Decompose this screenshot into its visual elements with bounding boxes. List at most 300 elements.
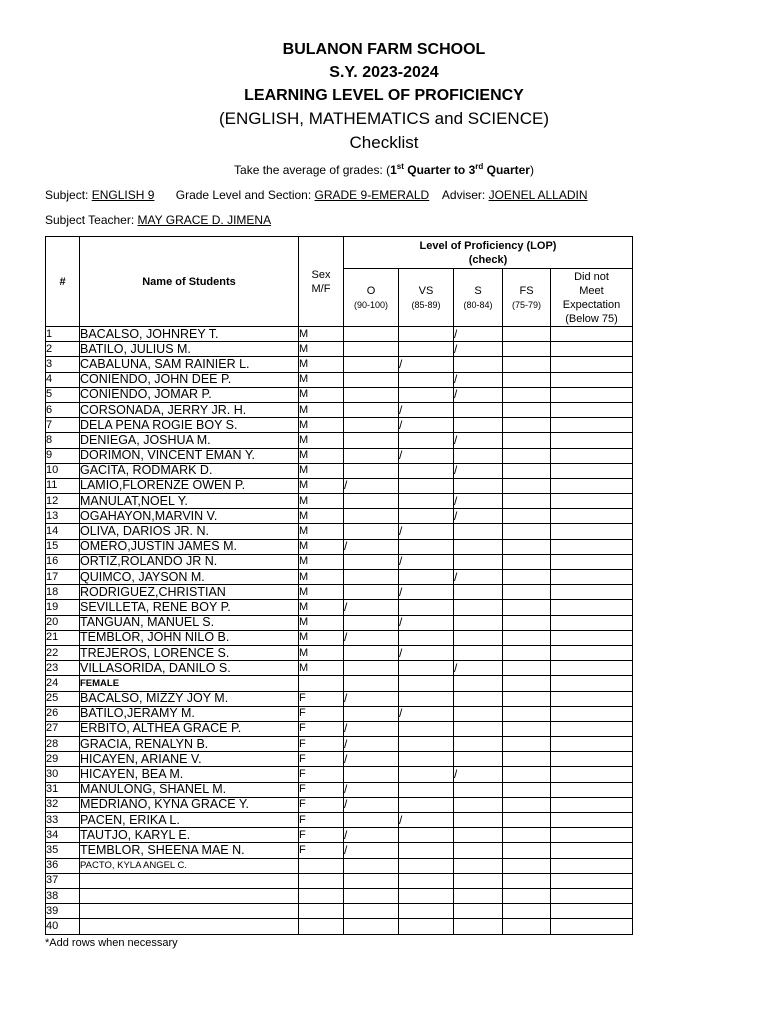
check-cell-dnm <box>551 539 633 554</box>
table-row <box>46 843 633 858</box>
row-number: 12 <box>46 494 80 509</box>
check-cell-s <box>454 888 503 903</box>
student-sex: F <box>299 782 344 797</box>
row-number: 11 <box>46 478 80 493</box>
student-name: OMERO,JUSTIN JAMES M. <box>80 539 299 554</box>
student-sex: M <box>299 630 344 645</box>
table-row <box>46 539 633 554</box>
check-cell-fs <box>503 327 551 342</box>
row-number: 33 <box>46 813 80 828</box>
check-cell-s <box>454 737 503 752</box>
table-row <box>46 828 633 843</box>
check-cell-dnm <box>551 630 633 645</box>
check-cell-fs <box>503 752 551 767</box>
table-row <box>46 767 633 782</box>
student-sex: F <box>299 828 344 843</box>
check-cell-vs <box>399 782 454 797</box>
table-row <box>46 494 633 509</box>
row-number: 7 <box>46 418 80 433</box>
table-row <box>46 615 633 630</box>
table-row <box>46 645 633 660</box>
student-name: GACITA, RODMARK D. <box>80 463 299 478</box>
student-sex: M <box>299 372 344 387</box>
row-number: 25 <box>46 691 80 706</box>
table-row <box>46 327 633 342</box>
student-sex <box>299 904 344 919</box>
check-cell-s: / <box>454 767 503 782</box>
check-cell-dnm <box>551 706 633 721</box>
check-cell-o <box>344 676 399 691</box>
row-number: 37 <box>46 873 80 888</box>
table-row <box>46 797 633 812</box>
adviser-label: Adviser: <box>441 188 486 202</box>
check-cell-s <box>454 873 503 888</box>
row-number: 32 <box>46 797 80 812</box>
table-row <box>46 478 633 493</box>
row-number: 6 <box>46 402 80 417</box>
col-header-level-s: S (80-84) <box>454 269 503 327</box>
grade-average-instruction <box>0 162 768 177</box>
student-name: MANULONG, SHANEL M. <box>80 782 299 797</box>
check-cell-fs <box>503 509 551 524</box>
row-number: 23 <box>46 661 80 676</box>
check-cell-s <box>454 645 503 660</box>
check-cell-vs <box>399 342 454 357</box>
check-cell-fs <box>503 342 551 357</box>
check-cell-vs <box>399 919 454 934</box>
check-cell-vs: / <box>399 615 454 630</box>
check-cell-dnm <box>551 600 633 615</box>
student-name: ERBITO, ALTHEA GRACE P. <box>80 721 299 736</box>
check-cell-dnm <box>551 888 633 903</box>
check-cell-o <box>344 448 399 463</box>
check-cell-fs <box>503 448 551 463</box>
adviser-value: JOENEL ALLADIN <box>488 188 588 202</box>
student-rows <box>46 327 633 935</box>
student-sex: F <box>299 813 344 828</box>
student-name: PACTO, KYLA ANGEL C. <box>80 858 299 873</box>
check-cell-vs <box>399 737 454 752</box>
check-cell-o: / <box>344 691 399 706</box>
check-cell-o <box>344 418 399 433</box>
row-number: 9 <box>46 448 80 463</box>
check-cell-dnm <box>551 509 633 524</box>
student-name: BATILO,JERAMY M. <box>80 706 299 721</box>
student-sex <box>299 919 344 934</box>
col-header-sex: Sex M/F <box>299 237 344 327</box>
row-number: 2 <box>46 342 80 357</box>
check-cell-s <box>454 752 503 767</box>
check-cell-dnm <box>551 767 633 782</box>
check-cell-dnm <box>551 721 633 736</box>
check-cell-s <box>454 402 503 417</box>
check-cell-vs <box>399 478 454 493</box>
row-number: 14 <box>46 524 80 539</box>
check-cell-s <box>454 418 503 433</box>
check-cell-s <box>454 585 503 600</box>
check-cell-o <box>344 463 399 478</box>
table-row <box>46 570 633 585</box>
check-cell-vs <box>399 539 454 554</box>
check-cell-fs <box>503 661 551 676</box>
check-cell-dnm <box>551 752 633 767</box>
check-cell-vs <box>399 767 454 782</box>
check-cell-vs: / <box>399 813 454 828</box>
check-cell-fs <box>503 721 551 736</box>
student-name: TANGUAN, MANUEL S. <box>80 615 299 630</box>
col-header-level-vs: VS (85-89) <box>399 269 454 327</box>
check-cell-dnm <box>551 615 633 630</box>
school-name: BULANON FARM SCHOOL <box>282 41 486 58</box>
check-cell-vs <box>399 828 454 843</box>
check-cell-o <box>344 858 399 873</box>
check-cell-o <box>344 327 399 342</box>
check-cell-o: / <box>344 752 399 767</box>
row-number: 1 <box>46 327 80 342</box>
check-cell-vs <box>399 387 454 402</box>
student-sex: M <box>299 494 344 509</box>
check-cell-fs <box>503 433 551 448</box>
table-row <box>46 661 633 676</box>
check-cell-fs <box>503 767 551 782</box>
student-name: MEDRIANO, KYNA GRACE Y. <box>80 797 299 812</box>
row-number: 8 <box>46 433 80 448</box>
check-cell-fs <box>503 828 551 843</box>
check-cell-dnm <box>551 737 633 752</box>
check-cell-o: / <box>344 478 399 493</box>
row-number: 21 <box>46 630 80 645</box>
col-header-lop: Level of Proficiency (LOP) (check) <box>344 237 633 269</box>
check-cell-vs: / <box>399 418 454 433</box>
check-cell-vs <box>399 509 454 524</box>
check-cell-o <box>344 402 399 417</box>
student-name <box>80 919 299 934</box>
check-cell-vs <box>399 327 454 342</box>
col-header-name: Name of Students <box>80 237 299 327</box>
check-cell-fs <box>503 357 551 372</box>
table-row <box>46 873 633 888</box>
check-cell-vs <box>399 433 454 448</box>
student-sex: F <box>299 721 344 736</box>
check-cell-vs: / <box>399 402 454 417</box>
check-cell-vs <box>399 463 454 478</box>
check-cell-s <box>454 813 503 828</box>
student-sex: F <box>299 797 344 812</box>
table-row <box>46 737 633 752</box>
row-number: 29 <box>46 752 80 767</box>
check-cell-dnm <box>551 494 633 509</box>
student-name <box>80 873 299 888</box>
row-number: 34 <box>46 828 80 843</box>
row-number: 40 <box>46 919 80 934</box>
student-name: MANULAT,NOEL Y. <box>80 494 299 509</box>
check-cell-o <box>344 342 399 357</box>
student-name: BACALSO, JOHNREY T. <box>80 327 299 342</box>
document-title: LEARNING LEVEL OF PROFICIENCY <box>244 87 524 104</box>
check-cell-vs: / <box>399 645 454 660</box>
check-cell-fs <box>503 554 551 569</box>
check-cell-dnm <box>551 843 633 858</box>
student-sex: M <box>299 509 344 524</box>
check-cell-o: / <box>344 737 399 752</box>
check-cell-fs <box>503 615 551 630</box>
subject-value: ENGLISH 9 <box>91 188 155 202</box>
check-cell-fs <box>503 904 551 919</box>
check-cell-dnm <box>551 813 633 828</box>
check-cell-fs <box>503 630 551 645</box>
row-number: 31 <box>46 782 80 797</box>
student-sex: M <box>299 402 344 417</box>
student-sex <box>299 888 344 903</box>
student-name: RODRIGUEZ,CHRISTIAN <box>80 585 299 600</box>
check-cell-dnm <box>551 463 633 478</box>
row-number: 27 <box>46 721 80 736</box>
col-header-number: # <box>46 237 80 327</box>
row-number: 36 <box>46 858 80 873</box>
student-sex: M <box>299 570 344 585</box>
check-cell-dnm <box>551 797 633 812</box>
check-cell-vs <box>399 752 454 767</box>
row-number: 22 <box>46 645 80 660</box>
check-cell-fs <box>503 858 551 873</box>
check-cell-o <box>344 372 399 387</box>
check-cell-o <box>344 661 399 676</box>
student-sex: M <box>299 524 344 539</box>
check-cell-dnm <box>551 661 633 676</box>
check-cell-fs <box>503 888 551 903</box>
row-number: 19 <box>46 600 80 615</box>
table-row <box>46 372 633 387</box>
student-sex: M <box>299 600 344 615</box>
row-number: 17 <box>46 570 80 585</box>
student-sex: M <box>299 448 344 463</box>
instruction-suffix: ) <box>529 163 534 177</box>
teacher-info-line <box>45 213 271 227</box>
check-cell-s <box>454 782 503 797</box>
check-cell-o <box>344 767 399 782</box>
check-cell-o: / <box>344 721 399 736</box>
check-cell-s <box>454 843 503 858</box>
student-name: LAMIO,FLORENZE OWEN P. <box>80 478 299 493</box>
check-cell-dnm <box>551 357 633 372</box>
col-header-did-not-meet: Did not Meet Expectation (Below 75) <box>551 269 633 327</box>
row-number: 5 <box>46 387 80 402</box>
student-sex: M <box>299 327 344 342</box>
row-number: 35 <box>46 843 80 858</box>
check-cell-s <box>454 691 503 706</box>
student-name: DENIEGA, JOSHUA M. <box>80 433 299 448</box>
grade-value: GRADE 9-EMERALD <box>314 188 430 202</box>
grade-label: Grade Level and Section: <box>175 188 312 202</box>
check-cell-s: / <box>454 509 503 524</box>
check-cell-dnm <box>551 570 633 585</box>
row-number: 30 <box>46 767 80 782</box>
student-name: OLIVA, DARIOS JR. N. <box>80 524 299 539</box>
table-row <box>46 919 633 934</box>
student-name: CONIENDO, JOMAR P. <box>80 387 299 402</box>
check-cell-s <box>454 448 503 463</box>
check-cell-vs <box>399 721 454 736</box>
student-name: PACEN, ERIKA L. <box>80 813 299 828</box>
check-cell-o <box>344 387 399 402</box>
check-cell-dnm <box>551 418 633 433</box>
check-cell-s <box>454 554 503 569</box>
instruction-quarters: 1st Quarter to 3rd Quarter <box>390 162 530 177</box>
table-row <box>46 782 633 797</box>
check-cell-vs: / <box>399 524 454 539</box>
check-cell-dnm <box>551 448 633 463</box>
student-sex: M <box>299 554 344 569</box>
document-header <box>0 38 768 155</box>
check-cell-o: / <box>344 630 399 645</box>
check-cell-o: / <box>344 782 399 797</box>
check-cell-s: / <box>454 570 503 585</box>
check-cell-fs <box>503 645 551 660</box>
check-cell-fs <box>503 797 551 812</box>
check-cell-vs: / <box>399 706 454 721</box>
check-cell-fs <box>503 494 551 509</box>
student-name: CONIENDO, JOHN DEE P. <box>80 372 299 387</box>
check-cell-s: / <box>454 387 503 402</box>
teacher-value: MAY GRACE D. JIMENA <box>137 213 272 227</box>
check-cell-s <box>454 797 503 812</box>
student-name: OGAHAYON,MARVIN V. <box>80 509 299 524</box>
row-number: 38 <box>46 888 80 903</box>
student-sex: M <box>299 645 344 660</box>
check-cell-o: / <box>344 797 399 812</box>
check-cell-o <box>344 919 399 934</box>
table-row <box>46 418 633 433</box>
check-cell-s <box>454 600 503 615</box>
student-name: DELA PENA ROGIE BOY S. <box>80 418 299 433</box>
check-cell-fs <box>503 813 551 828</box>
student-sex: F <box>299 706 344 721</box>
check-cell-s <box>454 524 503 539</box>
col-header-level-o: O (90-100) <box>344 269 399 327</box>
check-cell-s: / <box>454 342 503 357</box>
check-cell-vs <box>399 691 454 706</box>
student-sex <box>299 873 344 888</box>
table-row <box>46 813 633 828</box>
check-cell-s: / <box>454 463 503 478</box>
check-cell-fs <box>503 387 551 402</box>
row-number: 13 <box>46 509 80 524</box>
school-year: S.Y. 2023-2024 <box>329 64 439 81</box>
table-row <box>46 752 633 767</box>
check-cell-fs <box>503 478 551 493</box>
student-sex <box>299 858 344 873</box>
check-cell-s: / <box>454 433 503 448</box>
student-sex: M <box>299 357 344 372</box>
check-cell-fs <box>503 463 551 478</box>
student-sex: M <box>299 433 344 448</box>
check-cell-fs <box>503 706 551 721</box>
check-cell-o <box>344 494 399 509</box>
table-row <box>46 342 633 357</box>
check-cell-dnm <box>551 828 633 843</box>
student-name: QUIMCO, JAYSON M. <box>80 570 299 585</box>
check-cell-s <box>454 721 503 736</box>
check-cell-vs: / <box>399 357 454 372</box>
check-cell-vs <box>399 797 454 812</box>
check-cell-vs <box>399 630 454 645</box>
check-cell-o <box>344 873 399 888</box>
check-cell-o <box>344 615 399 630</box>
check-cell-s <box>454 919 503 934</box>
check-cell-dnm <box>551 904 633 919</box>
table-row <box>46 509 633 524</box>
check-cell-fs <box>503 402 551 417</box>
student-sex: F <box>299 767 344 782</box>
check-cell-s: / <box>454 372 503 387</box>
table-row <box>46 524 633 539</box>
check-cell-o: / <box>344 539 399 554</box>
student-name: TEMBLOR, SHEENA MAE N. <box>80 843 299 858</box>
student-name: DORIMON, VINCENT EMAN Y. <box>80 448 299 463</box>
check-cell-s <box>454 676 503 691</box>
student-sex <box>299 676 344 691</box>
document-subtitle: (ENGLISH, MATHEMATICS and SCIENCE) <box>219 109 549 128</box>
check-cell-s <box>454 904 503 919</box>
check-cell-dnm <box>551 585 633 600</box>
student-name: TEMBLOR, JOHN NILO B. <box>80 630 299 645</box>
check-cell-fs <box>503 418 551 433</box>
proficiency-table <box>45 236 633 935</box>
row-number: 26 <box>46 706 80 721</box>
student-sex: M <box>299 463 344 478</box>
check-cell-s <box>454 478 503 493</box>
student-name: GRACIA, RENALYN B. <box>80 737 299 752</box>
check-cell-dnm <box>551 645 633 660</box>
table-row <box>46 888 633 903</box>
check-cell-s <box>454 706 503 721</box>
student-sex: M <box>299 342 344 357</box>
row-number: 10 <box>46 463 80 478</box>
check-cell-vs: / <box>399 585 454 600</box>
check-cell-o <box>344 433 399 448</box>
subject-label: Subject: <box>45 188 89 202</box>
check-cell-o: / <box>344 600 399 615</box>
student-name: TREJEROS, LORENCE S. <box>80 645 299 660</box>
check-cell-o <box>344 813 399 828</box>
table-row <box>46 600 633 615</box>
table-row <box>46 721 633 736</box>
student-name: HICAYEN, ARIANE V. <box>80 752 299 767</box>
check-cell-vs <box>399 858 454 873</box>
check-cell-fs <box>503 873 551 888</box>
check-cell-vs <box>399 904 454 919</box>
row-number: 16 <box>46 554 80 569</box>
check-cell-vs <box>399 888 454 903</box>
check-cell-dnm <box>551 387 633 402</box>
table-row <box>46 357 633 372</box>
student-name: BACALSO, MIZZY JOY M. <box>80 691 299 706</box>
table-row <box>46 585 633 600</box>
row-number: 3 <box>46 357 80 372</box>
table-row <box>46 402 633 417</box>
student-name: SEVILLETA, RENE BOY P. <box>80 600 299 615</box>
check-cell-fs <box>503 691 551 706</box>
check-cell-vs <box>399 873 454 888</box>
check-cell-vs <box>399 600 454 615</box>
table-row <box>46 433 633 448</box>
check-cell-vs <box>399 843 454 858</box>
student-name <box>80 888 299 903</box>
student-sex: M <box>299 418 344 433</box>
check-cell-s: / <box>454 494 503 509</box>
check-cell-vs <box>399 494 454 509</box>
check-cell-dnm <box>551 327 633 342</box>
